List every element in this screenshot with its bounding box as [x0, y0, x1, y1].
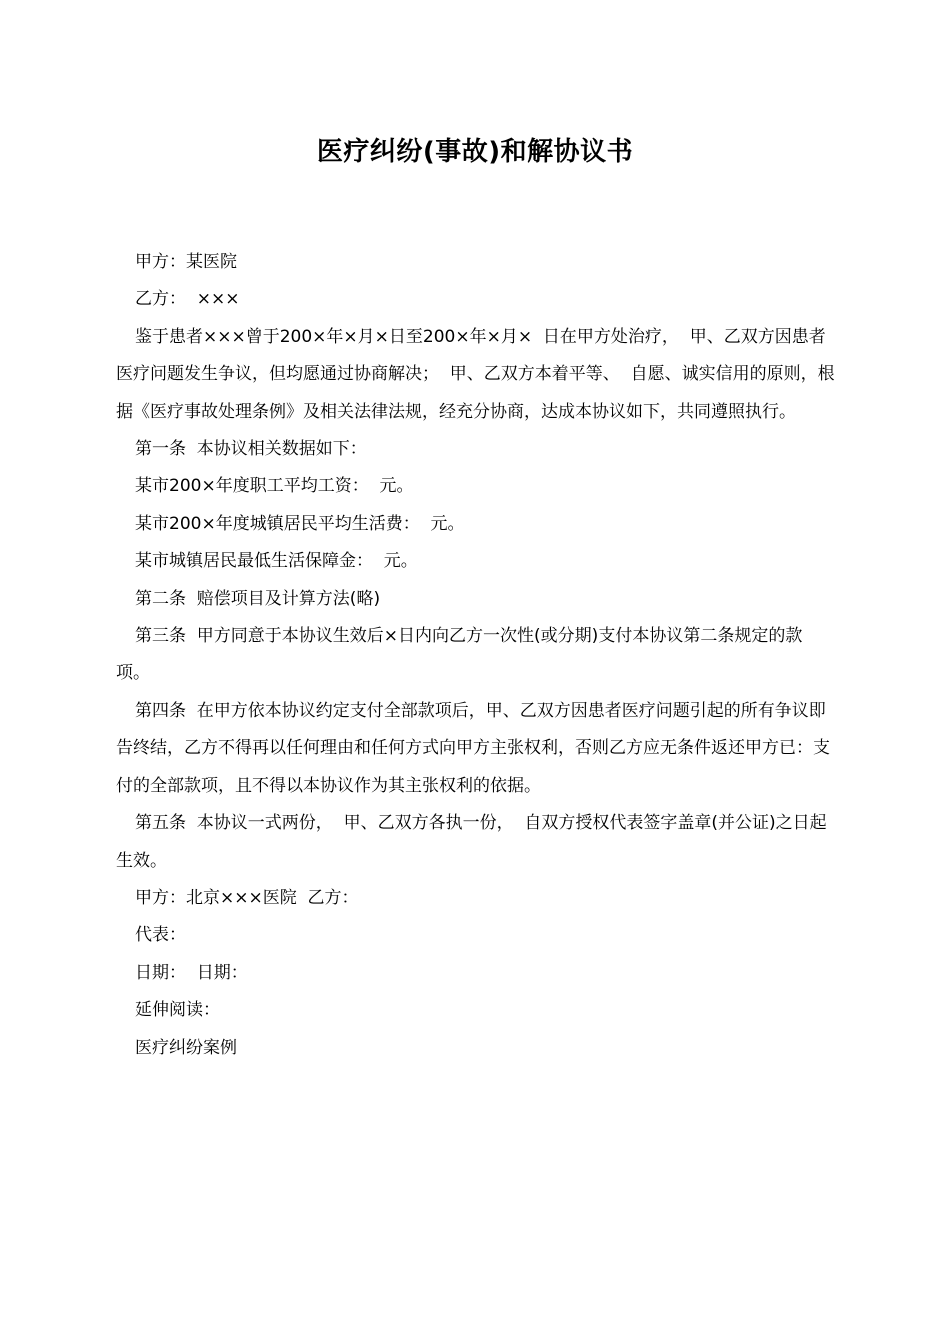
article-1-heading: 第一条 本协议相关数据如下：	[135, 439, 367, 460]
representative-line: 代表：	[135, 925, 186, 946]
document-body	[116, 244, 836, 1067]
article-5: 第五条 本协议一式两份， 甲、乙双方各执一份， 自双方授权代表签字盖章(并公证)之日起生效。	[116, 813, 827, 871]
further-reading-label: 延伸阅读：	[135, 1000, 220, 1021]
article-2: 第二条 赔偿项目及计算方法(略)	[135, 588, 381, 609]
preamble-paragraph: 鉴于患者×××曾于200×年×月×日至200×年×月× 日在甲方处治疗， 甲、乙双方因患者医疗问题发生争议，但均愿通过协商解决； 甲、乙双方本着平等、 自愿、诚实信用的原则，根据《医疗事故处理条例》及相关法律法规，经充分协商，达成本协议如下，共同遵照执行。	[116, 326, 835, 422]
article-4: 第四条 在甲方依本协议约定支付全部款项后，甲、乙双方因患者医疗问题引起的所有争议即告终结，乙方不得再以任何理由和任何方式向甲方主张权利，否则乙方应无条件返还甲方已：支付的全部款项，且不得以本协议作为其主张权利的依据。	[116, 700, 830, 796]
data-item-living-cost: 某市200×年度城镇居民平均生活费： 元。	[135, 513, 465, 534]
party-b-line: 乙方： ×××	[135, 289, 240, 310]
document-title: 医疗纠纷(事故)和解协议书	[316, 137, 634, 167]
date-line: 日期： 日期：	[135, 962, 248, 983]
data-item-average-wage: 某市200×年度职工平均工资： 元。	[135, 476, 414, 497]
party-a-line: 甲方：某医院	[135, 252, 237, 272]
signature-parties-line: 甲方：北京×××医院 乙方：	[135, 887, 359, 908]
data-item-minimum-security: 某市城镇居民最低生活保障金： 元。	[135, 551, 418, 572]
article-3: 第三条 甲方同意于本协议生效后×日内向乙方一次性(或分期)支付本协议第二条规定的款项。	[116, 626, 803, 684]
further-reading-item: 医疗纠纷案例	[135, 1037, 237, 1058]
